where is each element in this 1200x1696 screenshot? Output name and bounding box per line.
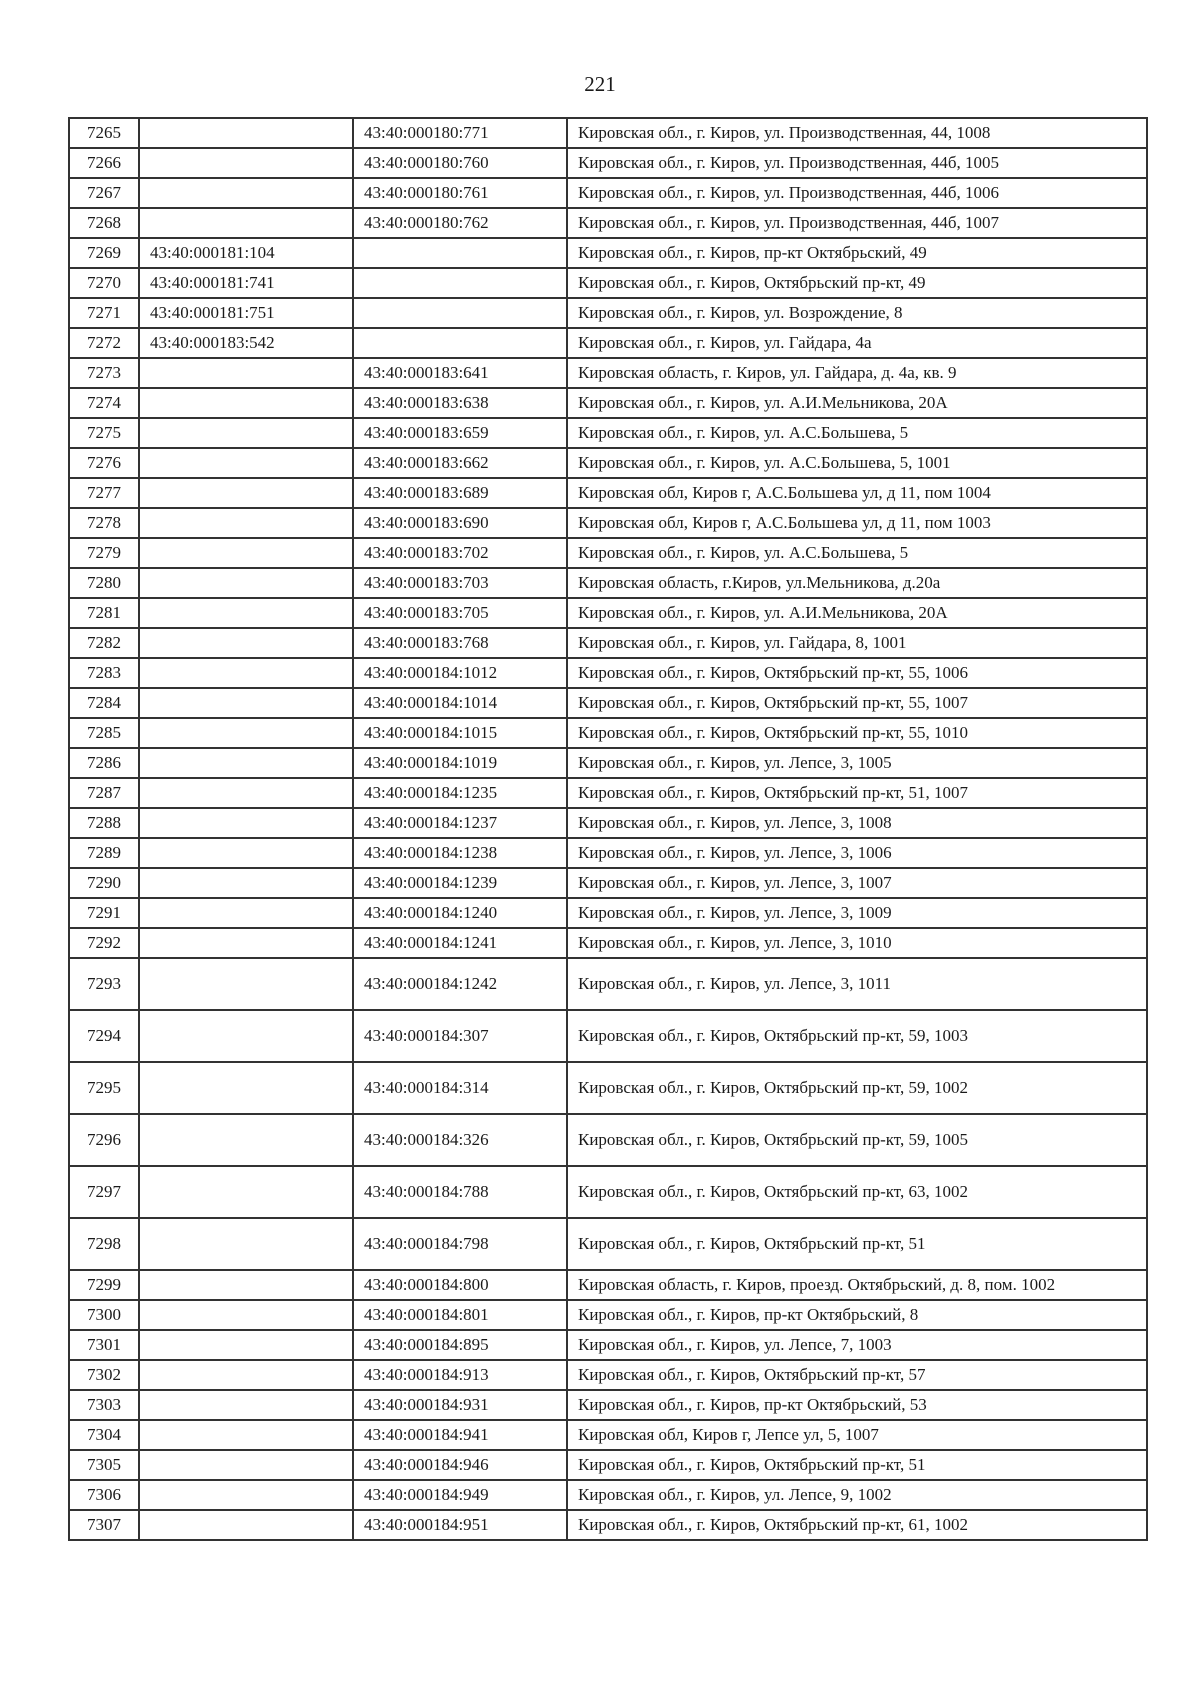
row-number-cell: 7267 bbox=[69, 178, 139, 208]
row-number-cell: 7288 bbox=[69, 808, 139, 838]
address-cell: Кировская обл., г. Киров, Октябрьский пр-кт, 59, 1003 bbox=[567, 1010, 1147, 1062]
cadastral-number-cell: 43:40:000184:895 bbox=[353, 1330, 567, 1360]
cadastral-block-cell bbox=[139, 778, 353, 808]
row-number-cell: 7301 bbox=[69, 1330, 139, 1360]
cadastral-block-cell bbox=[139, 418, 353, 448]
row-number-cell: 7304 bbox=[69, 1420, 139, 1450]
address-cell: Кировская обл., г. Киров, ул. Лепсе, 7, 1003 bbox=[567, 1330, 1147, 1360]
address-cell: Кировская обл., г. Киров, Октябрьский пр-кт, 61, 1002 bbox=[567, 1510, 1147, 1540]
cadastral-number-cell: 43:40:000184:1240 bbox=[353, 898, 567, 928]
address-cell: Кировская область, г. Киров, проезд. Октябрьский, д. 8, пом. 1002 bbox=[567, 1270, 1147, 1300]
cadastral-block-cell bbox=[139, 1300, 353, 1330]
cadastral-number-cell bbox=[353, 268, 567, 298]
address-cell: Кировская обл., г. Киров, Октябрьский пр-кт, 57 bbox=[567, 1360, 1147, 1390]
address-cell: Кировская обл., г. Киров, ул. Лепсе, 3, 1007 bbox=[567, 868, 1147, 898]
row-number-cell: 7277 bbox=[69, 478, 139, 508]
address-cell: Кировская обл, Киров г, А.С.Большева ул, д 11, пом 1003 bbox=[567, 508, 1147, 538]
cadastral-number-cell: 43:40:000180:761 bbox=[353, 178, 567, 208]
cadastral-block-cell bbox=[139, 688, 353, 718]
table-row bbox=[69, 1480, 1147, 1510]
cadastral-block-cell bbox=[139, 1510, 353, 1540]
address-cell: Кировская обл., г. Киров, ул. А.С.Большева, 5, 1001 bbox=[567, 448, 1147, 478]
table-row bbox=[69, 418, 1147, 448]
row-number-cell: 7291 bbox=[69, 898, 139, 928]
cadastral-block-cell bbox=[139, 718, 353, 748]
cadastral-block-cell bbox=[139, 628, 353, 658]
address-cell: Кировская область, г. Киров, ул. Гайдара, д. 4а, кв. 9 bbox=[567, 358, 1147, 388]
address-cell: Кировская обл., г. Киров, ул. А.С.Большева, 5 bbox=[567, 418, 1147, 448]
cadastral-block-cell bbox=[139, 1114, 353, 1166]
table-row bbox=[69, 628, 1147, 658]
address-cell: Кировская обл., г. Киров, Октябрьский пр-кт, 51, 1007 bbox=[567, 778, 1147, 808]
row-number-cell: 7307 bbox=[69, 1510, 139, 1540]
cadastral-number-cell: 43:40:000184:1235 bbox=[353, 778, 567, 808]
cadastral-block-cell bbox=[139, 148, 353, 178]
cadastral-number-cell: 43:40:000184:949 bbox=[353, 1480, 567, 1510]
address-cell: Кировская обл., г. Киров, ул. Лепсе, 3, 1009 bbox=[567, 898, 1147, 928]
address-cell: Кировская обл., г. Киров, ул. Производственная, 44б, 1005 bbox=[567, 148, 1147, 178]
cadastral-number-cell: 43:40:000183:702 bbox=[353, 538, 567, 568]
cadastral-block-cell bbox=[139, 1010, 353, 1062]
row-number-cell: 7265 bbox=[69, 118, 139, 148]
cadastral-number-cell: 43:40:000184:307 bbox=[353, 1010, 567, 1062]
address-cell: Кировская обл., г. Киров, ул. А.И.Мельникова, 20А bbox=[567, 598, 1147, 628]
table-row bbox=[69, 268, 1147, 298]
row-number-cell: 7270 bbox=[69, 268, 139, 298]
row-number-cell: 7295 bbox=[69, 1062, 139, 1114]
address-cell: Кировская обл., г. Киров, Октябрьский пр-кт, 51 bbox=[567, 1218, 1147, 1270]
table-row bbox=[69, 388, 1147, 418]
table-row bbox=[69, 1010, 1147, 1062]
cadastral-number-cell: 43:40:000184:931 bbox=[353, 1390, 567, 1420]
row-number-cell: 7289 bbox=[69, 838, 139, 868]
cadastral-block-cell bbox=[139, 898, 353, 928]
cadastral-number-cell: 43:40:000184:1239 bbox=[353, 868, 567, 898]
cadastral-block-cell bbox=[139, 1166, 353, 1218]
row-number-cell: 7273 bbox=[69, 358, 139, 388]
table-row bbox=[69, 568, 1147, 598]
table-row bbox=[69, 778, 1147, 808]
cadastral-number-cell: 43:40:000184:314 bbox=[353, 1062, 567, 1114]
cadastral-number-cell: 43:40:000183:689 bbox=[353, 478, 567, 508]
cadastral-number-cell: 43:40:000183:705 bbox=[353, 598, 567, 628]
cadastral-block-cell bbox=[139, 1270, 353, 1300]
cadastral-number-cell: 43:40:000184:798 bbox=[353, 1218, 567, 1270]
cadastral-block-cell bbox=[139, 1390, 353, 1420]
row-number-cell: 7299 bbox=[69, 1270, 139, 1300]
cadastral-block-cell bbox=[139, 658, 353, 688]
row-number-cell: 7268 bbox=[69, 208, 139, 238]
cadastral-number-cell: 43:40:000183:690 bbox=[353, 508, 567, 538]
cadastral-block-cell bbox=[139, 868, 353, 898]
row-number-cell: 7282 bbox=[69, 628, 139, 658]
row-number-cell: 7281 bbox=[69, 598, 139, 628]
table-row bbox=[69, 688, 1147, 718]
cadastral-number-cell: 43:40:000184:1241 bbox=[353, 928, 567, 958]
cadastral-number-cell: 43:40:000184:1015 bbox=[353, 718, 567, 748]
row-number-cell: 7300 bbox=[69, 1300, 139, 1330]
row-number-cell: 7276 bbox=[69, 448, 139, 478]
address-cell: Кировская обл., г. Киров, Октябрьский пр-кт, 55, 1007 bbox=[567, 688, 1147, 718]
cadastral-number-cell: 43:40:000183:768 bbox=[353, 628, 567, 658]
cadastral-block-cell bbox=[139, 1450, 353, 1480]
address-cell: Кировская обл., г. Киров, ул. Лепсе, 3, 1011 bbox=[567, 958, 1147, 1010]
table-row bbox=[69, 838, 1147, 868]
table-row bbox=[69, 508, 1147, 538]
row-number-cell: 7298 bbox=[69, 1218, 139, 1270]
row-number-cell: 7284 bbox=[69, 688, 139, 718]
cadastral-number-cell: 43:40:000184:800 bbox=[353, 1270, 567, 1300]
table-row bbox=[69, 598, 1147, 628]
cadastral-number-cell bbox=[353, 298, 567, 328]
cadastral-block-cell: 43:40:000181:104 bbox=[139, 238, 353, 268]
table-row bbox=[69, 358, 1147, 388]
address-cell: Кировская обл., г. Киров, ул. Производственная, 44, 1008 bbox=[567, 118, 1147, 148]
address-cell: Кировская обл., г. Киров, пр-кт Октябрьский, 8 bbox=[567, 1300, 1147, 1330]
row-number-cell: 7280 bbox=[69, 568, 139, 598]
cadastral-number-cell: 43:40:000180:760 bbox=[353, 148, 567, 178]
table-row bbox=[69, 178, 1147, 208]
cadastral-number-cell: 43:40:000183:659 bbox=[353, 418, 567, 448]
table-row bbox=[69, 448, 1147, 478]
cadastral-block-cell: 43:40:000181:751 bbox=[139, 298, 353, 328]
address-cell: Кировская обл., г. Киров, ул. Возрождение, 8 bbox=[567, 298, 1147, 328]
cadastral-block-cell bbox=[139, 568, 353, 598]
table-row bbox=[69, 1270, 1147, 1300]
cadastral-block-cell bbox=[139, 118, 353, 148]
table-row bbox=[69, 118, 1147, 148]
row-number-cell: 7287 bbox=[69, 778, 139, 808]
row-number-cell: 7275 bbox=[69, 418, 139, 448]
cadastral-number-cell: 43:40:000184:1019 bbox=[353, 748, 567, 778]
table-row bbox=[69, 208, 1147, 238]
address-cell: Кировская обл., г. Киров, ул. Лепсе, 3, 1010 bbox=[567, 928, 1147, 958]
address-cell: Кировская обл., г. Киров, Октябрьский пр-кт, 51 bbox=[567, 1450, 1147, 1480]
table-row bbox=[69, 238, 1147, 268]
address-cell: Кировская обл., г. Киров, ул. Производственная, 44б, 1007 bbox=[567, 208, 1147, 238]
row-number-cell: 7305 bbox=[69, 1450, 139, 1480]
cadastral-number-cell: 43:40:000184:326 bbox=[353, 1114, 567, 1166]
cadastral-block-cell bbox=[139, 178, 353, 208]
table-row bbox=[69, 1114, 1147, 1166]
cadastral-number-cell: 43:40:000184:1237 bbox=[353, 808, 567, 838]
cadastral-number-cell: 43:40:000184:946 bbox=[353, 1450, 567, 1480]
row-number-cell: 7302 bbox=[69, 1360, 139, 1390]
row-number-cell: 7278 bbox=[69, 508, 139, 538]
table-row bbox=[69, 1510, 1147, 1540]
page-number: 221 bbox=[584, 72, 616, 96]
cadastral-number-cell: 43:40:000184:788 bbox=[353, 1166, 567, 1218]
cadastral-block-cell bbox=[139, 958, 353, 1010]
table-row bbox=[69, 1390, 1147, 1420]
row-number-cell: 7303 bbox=[69, 1390, 139, 1420]
address-cell: Кировская обл., г. Киров, ул. Лепсе, 3, 1008 bbox=[567, 808, 1147, 838]
cadastral-block-cell bbox=[139, 598, 353, 628]
row-number-cell: 7269 bbox=[69, 238, 139, 268]
cadastral-block-cell bbox=[139, 1360, 353, 1390]
row-number-cell: 7290 bbox=[69, 868, 139, 898]
row-number-cell: 7279 bbox=[69, 538, 139, 568]
cadastral-block-cell bbox=[139, 448, 353, 478]
cadastral-block-cell bbox=[139, 928, 353, 958]
cadastral-number-cell bbox=[353, 328, 567, 358]
row-number-cell: 7272 bbox=[69, 328, 139, 358]
table-row bbox=[69, 1330, 1147, 1360]
cadastral-number-cell: 43:40:000184:1242 bbox=[353, 958, 567, 1010]
row-number-cell: 7292 bbox=[69, 928, 139, 958]
address-cell: Кировская обл., г. Киров, Октябрьский пр-кт, 55, 1010 bbox=[567, 718, 1147, 748]
table-row bbox=[69, 1450, 1147, 1480]
row-number-cell: 7285 bbox=[69, 718, 139, 748]
cadastral-number-cell: 43:40:000183:703 bbox=[353, 568, 567, 598]
address-cell: Кировская обл., г. Киров, ул. А.И.Мельникова, 20А bbox=[567, 388, 1147, 418]
address-cell: Кировская обл., г. Киров, пр-кт Октябрьский, 53 bbox=[567, 1390, 1147, 1420]
cadastral-number-cell: 43:40:000183:662 bbox=[353, 448, 567, 478]
table-row bbox=[69, 1218, 1147, 1270]
cadastral-block-cell bbox=[139, 508, 353, 538]
row-number-cell: 7297 bbox=[69, 1166, 139, 1218]
row-number-cell: 7286 bbox=[69, 748, 139, 778]
cadastral-block-cell bbox=[139, 1062, 353, 1114]
row-number-cell: 7296 bbox=[69, 1114, 139, 1166]
table-row bbox=[69, 1420, 1147, 1450]
address-cell: Кировская обл, Киров г, Лепсе ул, 5, 1007 bbox=[567, 1420, 1147, 1450]
cadastral-number-cell: 43:40:000184:941 bbox=[353, 1420, 567, 1450]
table-row bbox=[69, 328, 1147, 358]
row-number-cell: 7306 bbox=[69, 1480, 139, 1510]
cadastral-block-cell bbox=[139, 1330, 353, 1360]
table-row bbox=[69, 538, 1147, 568]
table-row bbox=[69, 1360, 1147, 1390]
address-cell: Кировская обл, Киров г, А.С.Большева ул, д 11, пом 1004 bbox=[567, 478, 1147, 508]
address-cell: Кировская обл., г. Киров, Октябрьский пр-кт, 59, 1005 bbox=[567, 1114, 1147, 1166]
cadastral-number-cell: 43:40:000183:641 bbox=[353, 358, 567, 388]
address-cell: Кировская обл., г. Киров, ул. Лепсе, 3, 1005 bbox=[567, 748, 1147, 778]
cadastral-number-cell: 43:40:000180:771 bbox=[353, 118, 567, 148]
row-number-cell: 7271 bbox=[69, 298, 139, 328]
address-cell: Кировская обл., г. Киров, пр-кт Октябрьский, 49 bbox=[567, 238, 1147, 268]
address-cell: Кировская область, г.Киров, ул.Мельникова, д.20а bbox=[567, 568, 1147, 598]
address-cell: Кировская обл., г. Киров, ул. Лепсе, 9, 1002 bbox=[567, 1480, 1147, 1510]
table-row bbox=[69, 1300, 1147, 1330]
table-row bbox=[69, 748, 1147, 778]
cadastral-block-cell bbox=[139, 1218, 353, 1270]
table-row bbox=[69, 1062, 1147, 1114]
table-row bbox=[69, 1166, 1147, 1218]
cadastral-number-cell: 43:40:000184:1238 bbox=[353, 838, 567, 868]
table-row bbox=[69, 868, 1147, 898]
cadastral-block-cell: 43:40:000183:542 bbox=[139, 328, 353, 358]
cadastral-block-cell bbox=[139, 388, 353, 418]
table-row bbox=[69, 478, 1147, 508]
cadastral-number-cell: 43:40:000184:913 bbox=[353, 1360, 567, 1390]
cadastral-number-cell: 43:40:000184:801 bbox=[353, 1300, 567, 1330]
cadastral-block-cell: 43:40:000181:741 bbox=[139, 268, 353, 298]
table-row bbox=[69, 298, 1147, 328]
table-row bbox=[69, 898, 1147, 928]
cadastral-block-cell bbox=[139, 208, 353, 238]
row-number-cell: 7266 bbox=[69, 148, 139, 178]
address-cell: Кировская обл., г. Киров, Октябрьский пр-кт, 55, 1006 bbox=[567, 658, 1147, 688]
registry-table bbox=[68, 117, 1148, 1541]
address-cell: Кировская обл., г. Киров, ул. Гайдара, 8, 1001 bbox=[567, 628, 1147, 658]
address-cell: Кировская обл., г. Киров, ул. А.С.Большева, 5 bbox=[567, 538, 1147, 568]
cadastral-block-cell bbox=[139, 1420, 353, 1450]
table-row bbox=[69, 148, 1147, 178]
cadastral-block-cell bbox=[139, 538, 353, 568]
row-number-cell: 7283 bbox=[69, 658, 139, 688]
address-cell: Кировская обл., г. Киров, Октябрьский пр-кт, 63, 1002 bbox=[567, 1166, 1147, 1218]
address-cell: Кировская обл., г. Киров, Октябрьский пр-кт, 59, 1002 bbox=[567, 1062, 1147, 1114]
registry-table-body bbox=[69, 118, 1147, 1540]
address-cell: Кировская обл., г. Киров, ул. Лепсе, 3, 1006 bbox=[567, 838, 1147, 868]
table-row bbox=[69, 718, 1147, 748]
cadastral-number-cell: 43:40:000180:762 bbox=[353, 208, 567, 238]
cadastral-number-cell: 43:40:000184:1012 bbox=[353, 658, 567, 688]
cadastral-block-cell bbox=[139, 358, 353, 388]
address-cell: Кировская обл., г. Киров, ул. Производственная, 44б, 1006 bbox=[567, 178, 1147, 208]
row-number-cell: 7294 bbox=[69, 1010, 139, 1062]
cadastral-block-cell bbox=[139, 748, 353, 778]
table-row bbox=[69, 958, 1147, 1010]
cadastral-block-cell bbox=[139, 1480, 353, 1510]
cadastral-number-cell: 43:40:000184:1014 bbox=[353, 688, 567, 718]
table-row bbox=[69, 808, 1147, 838]
table-row bbox=[69, 658, 1147, 688]
table-row bbox=[69, 928, 1147, 958]
address-cell: Кировская обл., г. Киров, Октябрьский пр-кт, 49 bbox=[567, 268, 1147, 298]
cadastral-number-cell: 43:40:000184:951 bbox=[353, 1510, 567, 1540]
cadastral-block-cell bbox=[139, 478, 353, 508]
row-number-cell: 7293 bbox=[69, 958, 139, 1010]
cadastral-number-cell: 43:40:000183:638 bbox=[353, 388, 567, 418]
cadastral-block-cell bbox=[139, 808, 353, 838]
cadastral-block-cell bbox=[139, 838, 353, 868]
cadastral-number-cell bbox=[353, 238, 567, 268]
row-number-cell: 7274 bbox=[69, 388, 139, 418]
address-cell: Кировская обл., г. Киров, ул. Гайдара, 4а bbox=[567, 328, 1147, 358]
